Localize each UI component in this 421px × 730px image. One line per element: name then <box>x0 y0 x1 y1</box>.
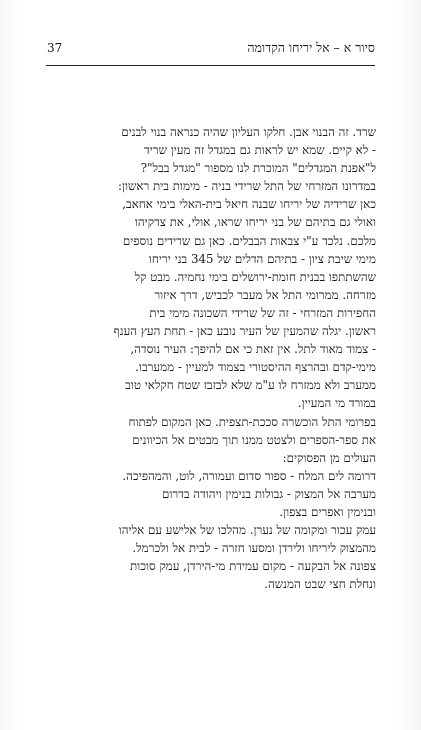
text-line: במורד מי המעיין. <box>297 396 376 411</box>
page-number: 37 <box>47 41 63 55</box>
text-line: ממערב ולא ממזרח לו ע"מ שלא לבזבז שטח חקלאי טוב <box>125 378 376 393</box>
running-head: סיור א – אל יריחו הקדומה <box>247 40 375 55</box>
text-line: ראשון. יגלה שהמעין של העיר נובע כאן - תחת העץ הענף <box>113 324 376 339</box>
text-line: מימי-קדם ובהרצף ההיסטורי בצמוד למעיין - ממערבו. <box>135 360 376 375</box>
text-line: ל"אפנת המגדלים" המוכרת לנו מספור "מגדל בבל"? <box>140 161 376 176</box>
text-line: דרומה לים המלח - ספור סדום ועמורה, לוט, והמהפיכה. <box>122 468 376 483</box>
text-line: כאן שרידיה של יריחו שבנה חיאל בית-האלי בימי אחאב, <box>122 197 376 212</box>
text-line: מהמצוק ליריחו ולירדן ומסעו חזרה - לבית אל ולכרמל. <box>132 541 376 556</box>
header-rule <box>46 65 375 66</box>
text-line: העולים מן הפסוקים: <box>282 450 376 465</box>
text-line: ונחלת חצי שבט המנשה. <box>264 577 376 592</box>
text-line: מלכם. נלכד ע"י צבאות הבבלים. כאן גם שרידים נוספים <box>122 233 376 248</box>
text-line: מזרחה. ממרומי התל אל מעבר לכביש, דרך איזור <box>154 287 376 302</box>
text-line: ובנימין ואפרים בצפון. <box>279 504 376 519</box>
body-text <box>40 123 376 593</box>
text-line: - לא קיים. שמא יש לראות גם במגדל זה מעין שריד <box>144 143 376 158</box>
text-line: מערבה אל המצוק - גבולות בנימין ויהודה בדרום <box>161 486 376 501</box>
text-line: שרד. זה הבנוי אבן. חלקו העליון שהיה כנראה בנוי לבנים <box>121 125 376 139</box>
text-line: את ספר-הספרים ולצטט ממנו תוך מבטים אל הכיוונים <box>132 432 376 447</box>
text-line: מימי שיבת ציון - בתיהם הדלים של 345 בני יריחו <box>148 251 376 266</box>
text-line: שהשתתפו בבנית חומת-ירושלים בימי נחמיה. מבט קל <box>134 269 376 284</box>
text-line: - צמוד מאוד לתל. אין זאת כי אם להיפך: העיר נוסדה, <box>130 342 376 357</box>
text-line: בפרומי התל הוכשרה סככת-תצפית. כאן המקום לפתוח <box>128 414 376 429</box>
text-line: צפונה אל הבקעה - מקום עמידת מי-הירדן, עמק סוכות <box>129 559 376 574</box>
text-line: ואולי גם בתיהם של בני יריחו שראו, אולי, את צדקיהו <box>134 215 376 230</box>
text-line: במדרונו המזרחי של התל שרידי בניה - מימות בית ראשון: <box>118 179 376 194</box>
text-line: החפירות המזרחי - זה של שרידי השכונה מימי בית <box>149 305 376 320</box>
text-line: עמק עכור ומקומה של נערן. מהלכו של אלישע עם אליהו <box>118 523 376 538</box>
